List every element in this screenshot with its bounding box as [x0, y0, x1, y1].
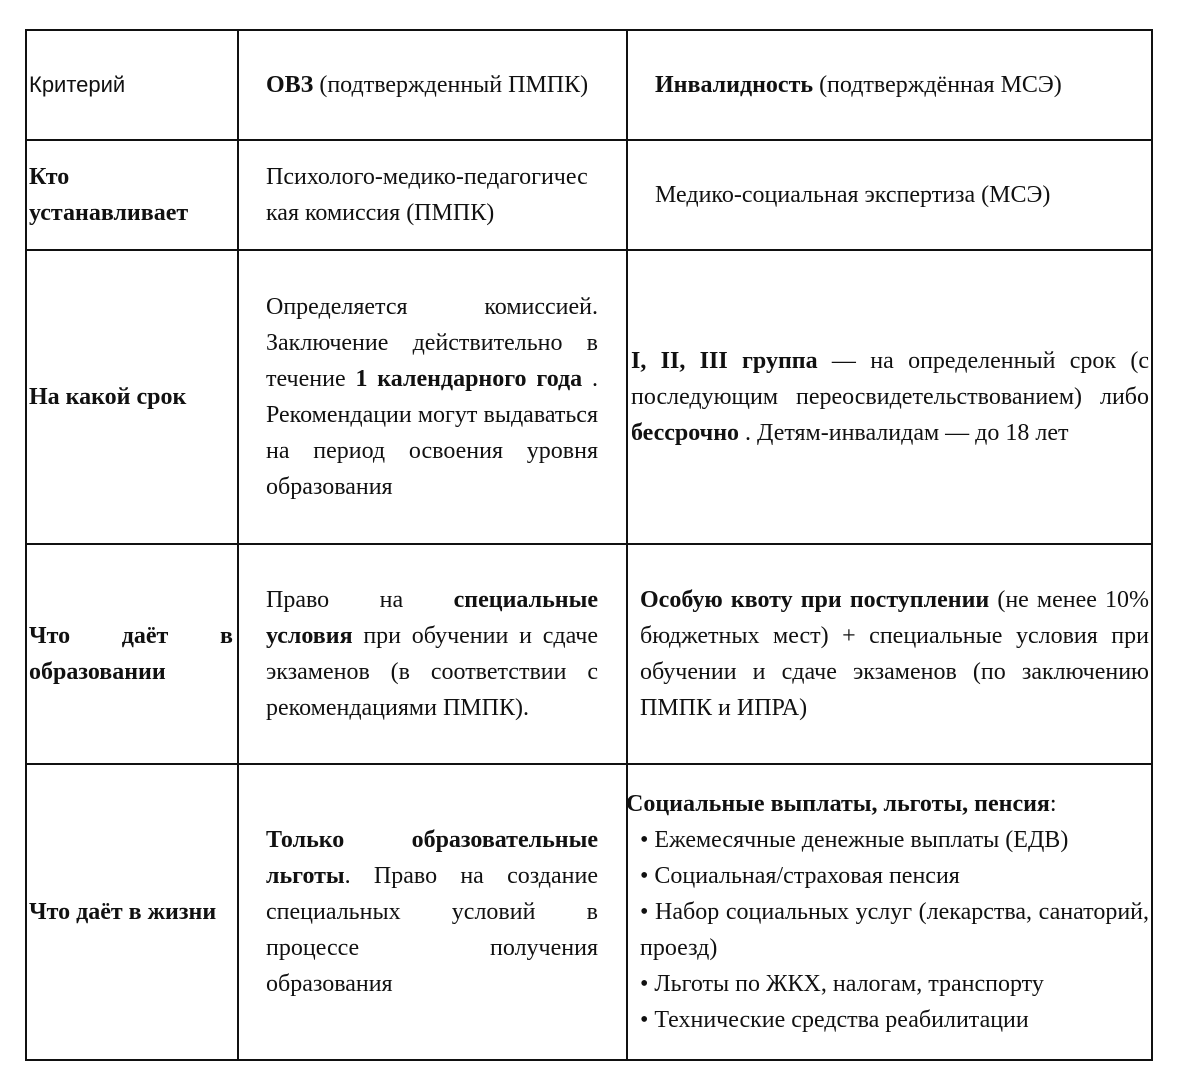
- term-ovz-cell: [238, 250, 627, 544]
- term-inv-bold-2: бессрочно: [631, 420, 740, 446]
- term-ovz-text-1: Определяется комиссией. Заключение действительно в течение: [266, 294, 598, 392]
- term-ovz-bold: 1 календарного года: [355, 366, 583, 392]
- edu-ovz-bold: специальные условия: [266, 587, 598, 649]
- edu-ovz-text-2: при обучении и сдаче экзаменов (в соответствии с рекомендациями ПМПК).: [266, 623, 598, 721]
- term-ovz-text-2: . Рекомендации могут выдаваться на период освоения уровня образования: [266, 366, 598, 500]
- term-label-cell: [26, 250, 238, 544]
- header-inv-rest: (подтверждённая МСЭ): [813, 72, 1062, 98]
- term-label: На какой срок: [29, 384, 187, 410]
- who-label: Кто устанавливает: [29, 164, 189, 226]
- header-row: [26, 30, 1152, 140]
- term-inv-text-2: . Детям-инвалидам — до 18 лет: [739, 420, 1069, 446]
- life-ovz-bold: Только образовательные льготы: [266, 827, 598, 889]
- list-item: • Набор социальных услуг (лекарства, санаторий, проезд): [640, 899, 1149, 961]
- header-ovz-cell: [238, 30, 627, 140]
- list-item: • Льготы по ЖКХ, налогам, транспорту: [640, 971, 1044, 997]
- life-inv-cell: [627, 764, 1152, 1060]
- edu-label: Что даёт в образовании: [29, 623, 233, 685]
- who-label-cell: [26, 140, 238, 250]
- edu-inv-bold: Особую квоту при поступлении: [640, 587, 990, 613]
- header-ovz-bold: ОВЗ: [266, 72, 314, 98]
- life-label-cell: [26, 764, 238, 1060]
- header-inv-bold: Инвалидность: [655, 72, 814, 98]
- life-inv-heading-bold: Социальные выплаты, льготы, пенсия: [626, 791, 1050, 817]
- life-label: Что даёт в жизни: [29, 899, 217, 925]
- list-item: • Ежемесячные денежные выплаты (ЕДВ): [640, 827, 1069, 853]
- life-ovz-text: . Право на создание специальных условий в процессе получения образования: [266, 863, 598, 997]
- list-item: • Социальная/страховая пенсия: [640, 863, 960, 889]
- who-ovz-text: Психолого-медико-педагогическая комиссия (ПМПК): [266, 164, 588, 226]
- life-inv-heading: [626, 786, 1149, 822]
- who-ovz-cell: [238, 140, 627, 250]
- row-edu: [26, 544, 1152, 764]
- header-ovz-rest: (подтвержденный ПМПК): [313, 72, 589, 98]
- list-item: • Технические средства реабилитации: [640, 1007, 1029, 1033]
- row-life: [26, 764, 1152, 1060]
- header-inv-cell: [627, 30, 1152, 140]
- edu-inv-text: (не менее 10% бюджетных мест) + специальные условия при обучении и сдаче экзаменов (по заключению ПМПК и ИПРА): [640, 587, 1149, 721]
- header-criterion: Критерий: [29, 72, 126, 97]
- term-inv-text-1: — на определенный срок (с последующим переосвидетельствованием) либо: [631, 348, 1150, 410]
- edu-ovz-text-1: Право на: [266, 587, 454, 613]
- who-inv-text: Медико-социальная экспертиза (МСЭ): [655, 182, 1051, 208]
- header-criterion-cell: [26, 30, 238, 140]
- comparison-table: [25, 29, 1153, 1061]
- row-term: [26, 250, 1152, 544]
- row-who: [26, 140, 1152, 250]
- life-ovz-cell: [238, 764, 627, 1060]
- edu-inv-cell: [627, 544, 1152, 764]
- edu-ovz-cell: [238, 544, 627, 764]
- life-inv-heading-rest: :: [1049, 791, 1057, 817]
- term-inv-bold-1: I, II, III группа: [631, 348, 818, 374]
- edu-label-cell: [26, 544, 238, 764]
- who-inv-cell: [627, 140, 1152, 250]
- life-inv-list: [640, 822, 1149, 1038]
- term-inv-cell: [627, 250, 1152, 544]
